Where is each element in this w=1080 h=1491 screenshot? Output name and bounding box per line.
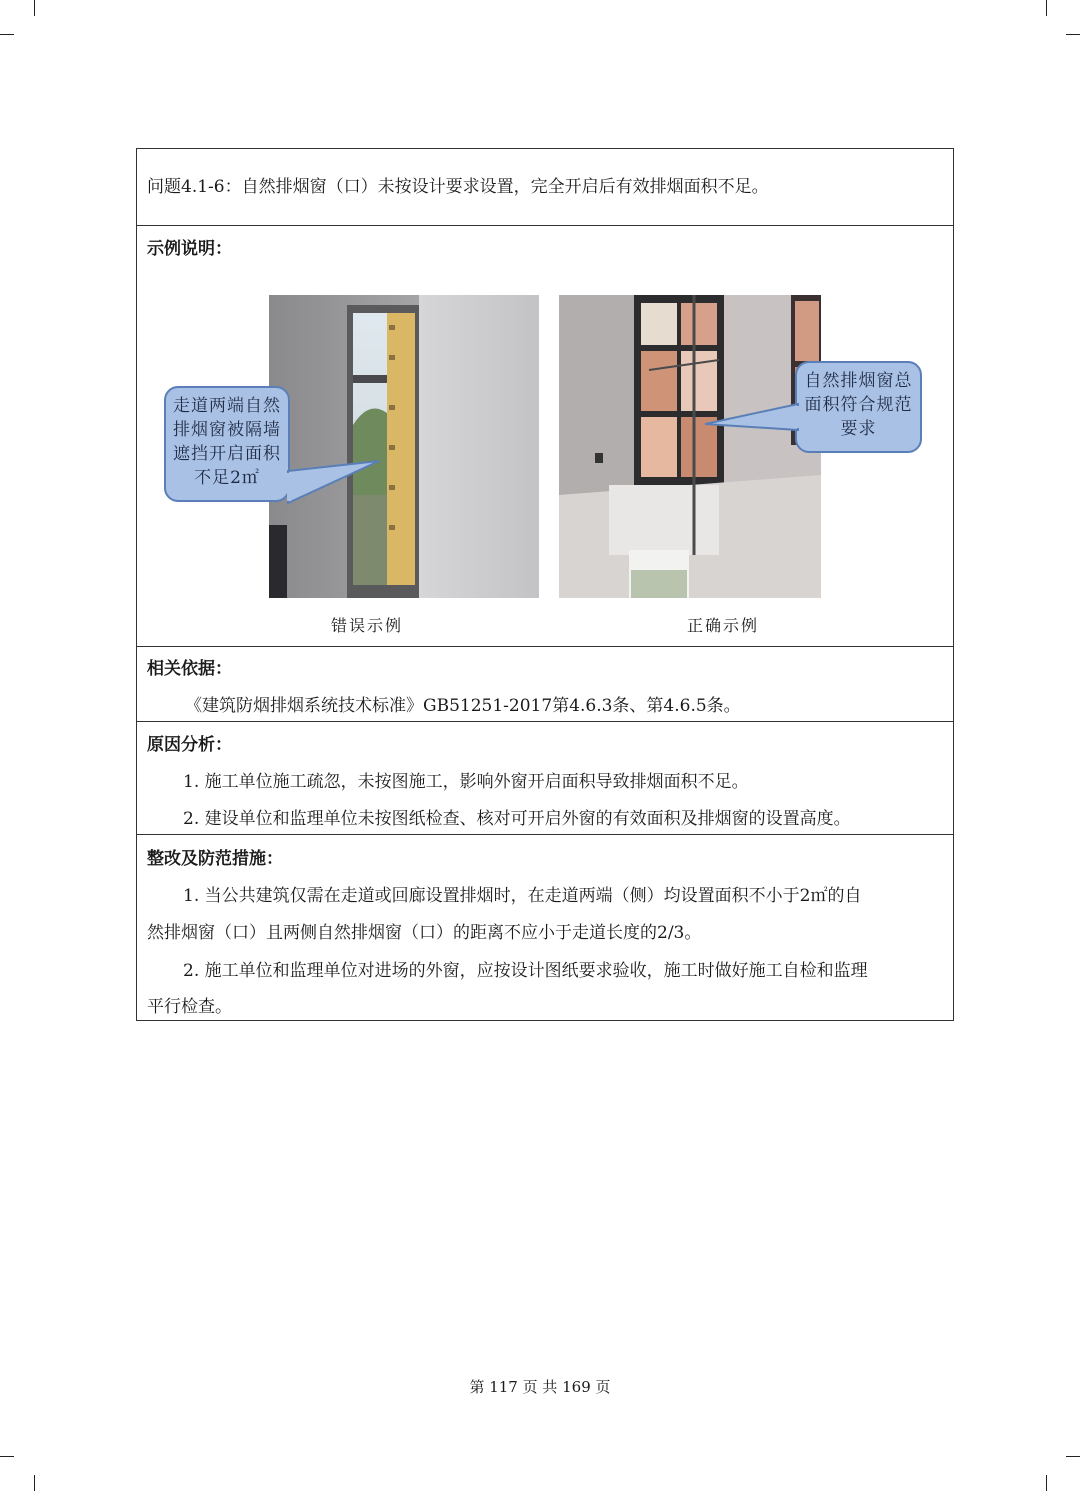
analysis-row	[137, 722, 953, 835]
measures-row	[137, 835, 953, 1022]
problem-title: 问题4.1-6：自然排烟窗（口）未按设计要求设置，完全开启后有效排烟面积不足。	[147, 177, 769, 197]
example-heading: 示例说明：	[147, 239, 232, 259]
analysis-heading: 原因分析：	[147, 735, 232, 755]
wrong-callout-line-4: 不足2㎡	[194, 468, 260, 488]
wrong-callout-line-1: 走道两端自然	[173, 396, 281, 416]
correct-example-photo	[559, 295, 821, 598]
measures-line-4: 平行检查。	[147, 997, 232, 1017]
measures-line-2: 然排烟窗（口）且两侧自然排烟窗（口）的距离不应小于走道长度的2/3。	[147, 923, 702, 943]
analysis-item-2: 2. 建设单位和监理单位未按图纸检查、核对可开启外窗的有效面积及排烟窗的设置高度。	[183, 809, 851, 829]
basis-heading: 相关依据：	[147, 659, 232, 679]
page-number: 第 117 页 共 169 页	[469, 1378, 611, 1396]
issue-table	[136, 148, 954, 1021]
crop-mark-top-left	[34, 0, 35, 16]
wrong-callout-line-3: 遮挡开启面积	[173, 444, 281, 464]
crop-mark-bottom-right	[1046, 1475, 1047, 1491]
measures-line-1: 1. 当公共建筑仅需在走道或回廊设置排烟时，在走道两端（侧）均设置面积不小于2㎡的自	[183, 886, 862, 906]
wrong-example-photo	[269, 295, 539, 598]
measures-line-3: 2. 施工单位和监理单位对进场的外窗，应按设计图纸要求验收，施工时做好施工自检和监理	[183, 961, 868, 981]
wrong-example-callout	[164, 386, 290, 502]
crop-mark-bottom-left-h	[0, 1456, 14, 1457]
correct-callout-line-2: 面积符合规范	[804, 395, 913, 415]
crop-mark-bottom-left	[34, 1475, 35, 1491]
wrong-example-caption: 错误示例	[331, 616, 404, 635]
crop-mark-top-right	[1046, 0, 1047, 16]
wrong-callout-line-2: 排烟窗被隔墙	[173, 420, 281, 440]
basis-row	[137, 647, 953, 722]
correct-callout-line-1: 自然排烟窗总	[804, 371, 913, 391]
correct-example-callout	[795, 361, 922, 453]
analysis-item-1: 1. 施工单位施工疏忽，未按图施工，影响外窗开启面积导致排烟面积不足。	[183, 772, 749, 792]
measures-heading: 整改及防范措施：	[147, 849, 283, 869]
wrong-callout-pointer	[287, 451, 387, 511]
crop-mark-top-left-h	[0, 34, 14, 35]
correct-example-caption: 正确示例	[687, 616, 760, 635]
crop-mark-bottom-right-h	[1066, 1456, 1080, 1457]
basis-text: 《建筑防烟排烟系统技术标准》GB51251-2017第4.6.3条、第4.6.5条。	[185, 696, 741, 716]
problem-row	[137, 149, 953, 226]
example-row	[137, 226, 953, 647]
correct-callout-pointer	[703, 396, 799, 446]
crop-mark-top-right-h	[1066, 34, 1080, 35]
correct-callout-line-3: 要求	[840, 419, 877, 439]
